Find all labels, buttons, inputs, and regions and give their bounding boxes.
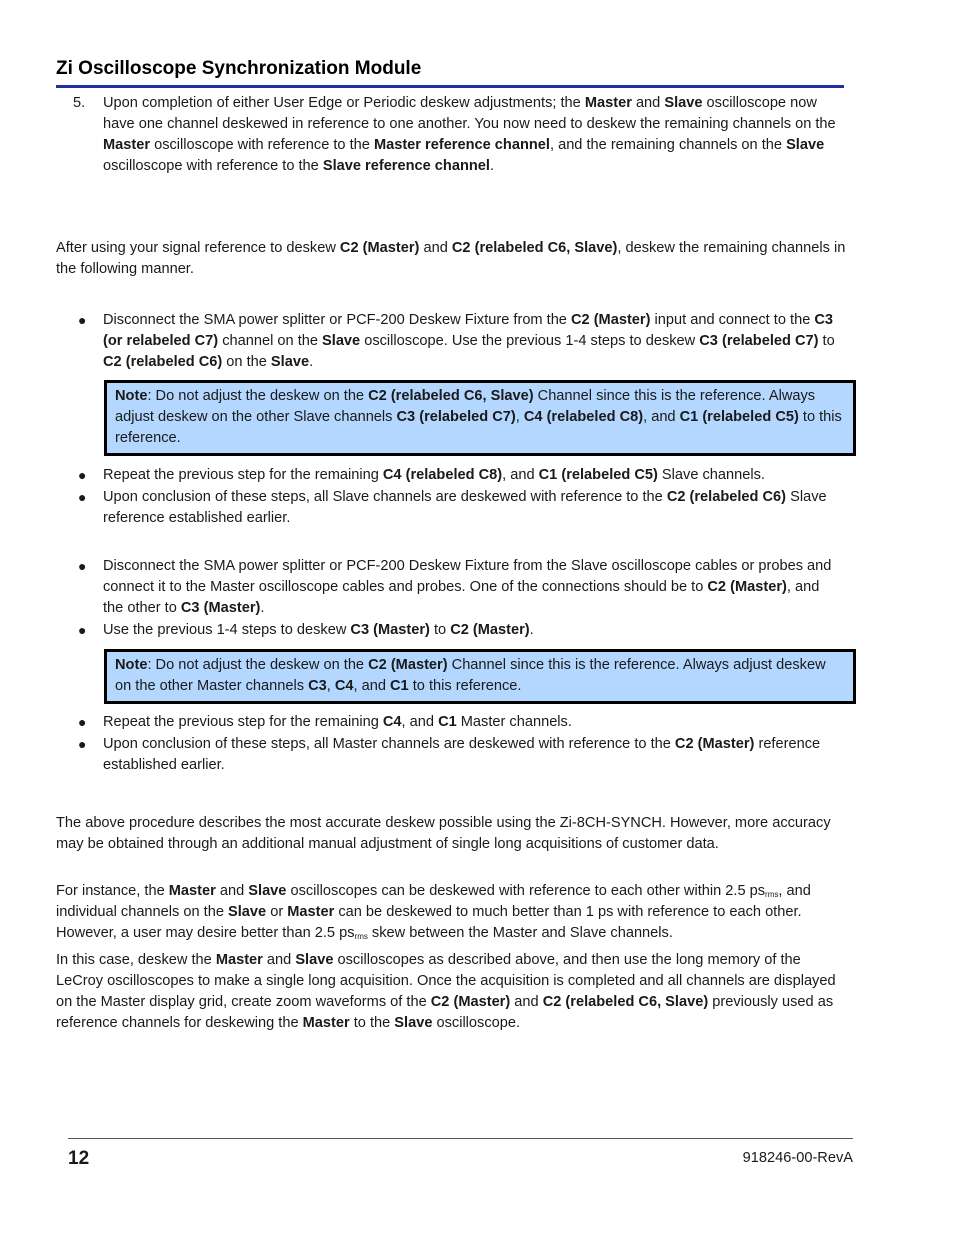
intro-paragraph: After using your signal reference to deskew C2 (Master) and C2 (relabeled C6, Slave), deskew the remaining channels in the following manner. (56, 240, 846, 277)
slave-followup-list (78, 465, 843, 530)
note-text: Note: Do not adjust the deskew on the C2 (relabeled C6, Slave) Channel since this is the reference. Always adjust deskew on the other Slave channels C3 (relabeled C7), C4 (relabeled C8), and C1 (relabeled C5) to this reference. (115, 388, 842, 446)
list-item: ● Use the previous 1-4 steps to deskew C3 (Master) to C2 (Master). (78, 620, 843, 641)
slave-steps-list (78, 310, 843, 374)
master-steps-list (78, 556, 843, 642)
bullet-icon: ● (78, 558, 87, 574)
case-paragraph: In this case, deskew the Master and Slave oscilloscopes as described above, and then use the long memory of the LeCroy oscilloscopes to make a single long acquisition. Once the acquisition is completed and all channels are displayed on the Master display grid, create zoom waveforms of the C2 (Master) and C2 (relabeled C6, Slave) previously used as reference channels for deskewing the Master to the Slave oscilloscope. (56, 952, 836, 1031)
footer-rule (68, 1138, 853, 1139)
bullet-icon: ● (78, 622, 87, 638)
document-id: 918246-00-RevA (742, 1150, 853, 1166)
step-5 (73, 93, 843, 177)
step-number: 5. (73, 95, 86, 111)
accuracy-paragraph: The above procedure describes the most accurate deskew possible using the Zi-8CH-SYNCH. However, more accuracy may be obtained through an additional manual adjustment of single long acquisitions of customer data. (56, 815, 831, 852)
step-5-text: Upon completion of either User Edge or Periodic deskew adjustments; the Master and Slave oscilloscope now have one channel deskewed in reference to one another. You now need to deskew the remaining channels on the Master oscilloscope with reference to the Master reference channel, and the remaining channels on the Slave oscilloscope with reference to the Slave reference channel. (103, 95, 836, 174)
bullet-icon: ● (78, 489, 87, 505)
list-item: ● Upon conclusion of these steps, all Master channels are deskewed with reference to the C2 (Master) reference established earlier. (78, 736, 821, 773)
bullet-icon: ● (78, 467, 87, 483)
header-rule (56, 85, 844, 88)
note-box-slave (104, 380, 856, 456)
list-item: ● Upon conclusion of these steps, all Slave channels are deskewed with reference to the C2 (relabeled C6) Slave reference established earlier. (78, 489, 827, 526)
note-text: Note: Do not adjust the deskew on the C2 (Master) Channel since this is the reference. Always adjust deskew on the other Master channels C3, C4, and C1 to this reference. (115, 657, 826, 694)
page-header-title: Zi Oscilloscope Synchronization Module (56, 58, 422, 79)
bullet-icon: ● (78, 714, 87, 730)
list-item: ● Disconnect the SMA power splitter or PCF-200 Deskew Fixture from the Slave oscilloscope cables or probes and connect it to the Master oscilloscope cables and probes. One of the connections should be to C2 (Master), and the other to C3 (Master). (78, 558, 832, 616)
bullet-icon: ● (78, 312, 87, 328)
master-followup-list (78, 712, 843, 777)
list-item: ● Repeat the previous step for the remaining C4, and C1 Master channels. (78, 712, 843, 733)
page-number: 12 (68, 1148, 90, 1169)
instance-paragraph: For instance, the Master and Slave oscilloscopes can be deskewed with reference to each other within 2.5 $ps_{rms}$, and individual channels on the Slave or Master can be deskewed to much better than 1 ps with reference to each other. However, a user may desire better than 2.5 $ps_{rms}$ skew between the Master and Slave channels. (56, 883, 811, 941)
list-item: ● Disconnect the SMA power splitter or PCF-200 Deskew Fixture from the C2 (Master) input and connect to the C3 (or relabeled C7) channel on the Slave oscilloscope. Use the previous 1-4 steps to deskew C3 (relabeled C7) to C2 (relabeled C6) on the Slave. (78, 312, 835, 370)
note-box-master (104, 649, 856, 704)
list-item: ● Repeat the previous step for the remaining C4 (relabeled C8), and C1 (relabeled C5) Slave channels. (78, 465, 843, 486)
bullet-icon: ● (78, 736, 87, 752)
